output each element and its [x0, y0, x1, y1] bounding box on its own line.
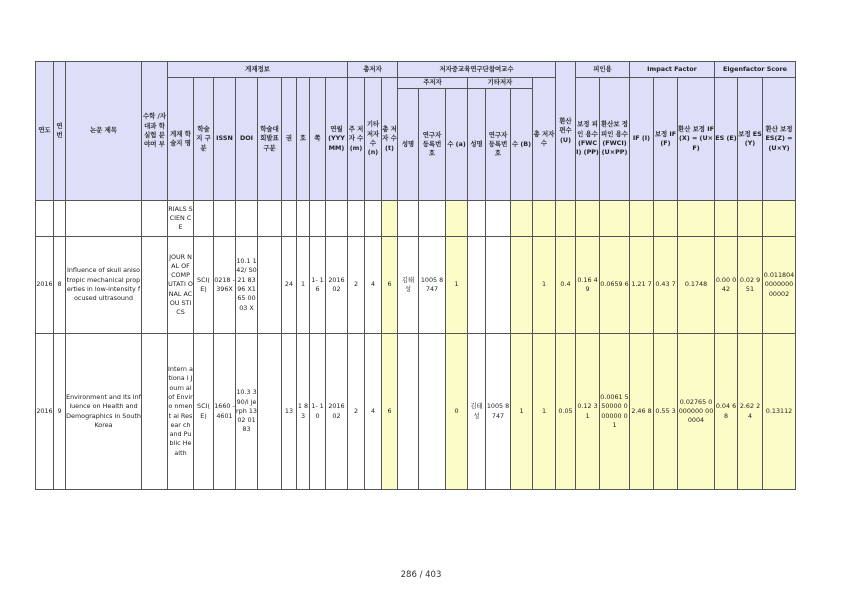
- other-name-cell: 김태 성: [468, 334, 486, 490]
- header-year: 연도: [36, 62, 54, 201]
- header-issn: ISSN: [214, 78, 236, 201]
- research-table: [35, 61, 796, 490]
- header-adj-if: 보정 IF (F): [654, 78, 678, 201]
- header-es: ES (E): [715, 78, 738, 201]
- header-main-authors: 주 저자 수 (m): [348, 78, 365, 201]
- header-date: 연월 (YYY MM): [326, 78, 348, 201]
- other-reg-cell: [486, 237, 511, 334]
- header-other-authors: 기타 저자 수 (n): [365, 78, 382, 201]
- issn-cell: 0218 - 396X: [214, 237, 236, 334]
- primary-name-cell: 김태 성: [398, 237, 419, 334]
- m-cell: 2: [348, 237, 365, 334]
- total-cell: 1: [533, 237, 556, 334]
- header-vol: 권: [282, 78, 297, 201]
- issn-cell: 1660 - 4601: [214, 334, 236, 490]
- header-if: IF (I): [630, 78, 654, 201]
- year-cell: 2016: [36, 237, 54, 334]
- title-cell: Environment and Its Influence on Health and Demographics in South Korea: [66, 334, 142, 490]
- doi-cell: 10.3 390/i jerph 1302 0183: [236, 334, 258, 490]
- z-cell: 0.13112: [763, 334, 796, 490]
- year-cell: 2016: [36, 334, 54, 490]
- upp-cell: 0.0061 550000 000000 01: [600, 334, 630, 490]
- header-seq: 연번: [54, 62, 66, 201]
- header-issue: 호: [297, 78, 310, 201]
- seq-cell: 9: [54, 334, 66, 490]
- n-cell: 4: [365, 334, 382, 490]
- other-count-cell: 1: [511, 334, 533, 490]
- header-conv-if: 환산 보정 IF(X) = (U×F): [678, 78, 715, 201]
- primary-reg-cell: [419, 334, 446, 490]
- header-name: 성명: [398, 89, 419, 201]
- es-cell: 0.00 042: [715, 237, 738, 334]
- header-pages: 쪽: [310, 78, 326, 201]
- pp-cell: 0.16 49: [576, 237, 600, 334]
- header-total-num: 총 저자 수: [533, 78, 556, 201]
- f-cell: 0.43 7: [654, 237, 678, 334]
- field-cell: [142, 237, 168, 334]
- m-cell: 2: [348, 334, 365, 490]
- table-row: [36, 201, 796, 237]
- header-doi: DOI: [236, 78, 258, 201]
- z-cell: 0.011804 0000000 00002: [763, 237, 796, 334]
- other-name-cell: [468, 237, 486, 334]
- header-journal-type: 학술대 회발표 구분: [258, 78, 282, 201]
- x-cell: 0.02765 0000000 000004: [678, 334, 715, 490]
- journal-cell: JOUR NAL OF COMP UTATI ONAL ACOU STICS: [168, 237, 194, 334]
- if-cell: 2.46 8: [630, 334, 654, 490]
- header-eigenfactor: Eigenfactor Score: [715, 62, 796, 78]
- header-conv-es: 환산 보정 ES(Z) =(U×Y): [763, 78, 796, 201]
- header-journal: 게재 학술지 명: [168, 78, 194, 201]
- header-total-authors: 총저자: [348, 62, 398, 78]
- journal-class-cell: SCI( E): [194, 237, 214, 334]
- primary-reg-cell: 1005 8747: [419, 237, 446, 334]
- other-reg-cell: 1005 8747: [486, 334, 511, 490]
- header-paper-title: 논문 제목: [66, 62, 142, 201]
- header-adj-es: 보정 ES (Y): [738, 78, 763, 201]
- header-other-group: 기타저자: [468, 78, 533, 89]
- total-cell: 1: [533, 334, 556, 490]
- u-cell: 0.05: [556, 334, 576, 490]
- es-cell: 0.04 68: [715, 334, 738, 490]
- pages-cell: 1- 16: [310, 237, 326, 334]
- u-cell: 0.4: [556, 237, 576, 334]
- t-cell: 6: [382, 334, 398, 490]
- header-citation: 피인용: [576, 62, 630, 78]
- header-impact-factor: Impact Factor: [630, 62, 715, 78]
- header-name-other: 성명: [468, 89, 486, 201]
- header-count-a: 수 (a): [446, 89, 468, 201]
- pages-cell: 1- 10: [310, 334, 326, 490]
- field-cell: [142, 334, 168, 490]
- issue-cell: 1 8 3: [297, 334, 310, 490]
- y-cell: 2.62 24: [738, 334, 763, 490]
- table-row: [36, 237, 796, 334]
- header-count-b: 수 (B): [511, 89, 533, 201]
- journal-type-cell: [258, 334, 282, 490]
- if-cell: 1.21 7: [630, 237, 654, 334]
- y-cell: 0.02 951: [738, 237, 763, 334]
- other-count-cell: [511, 237, 533, 334]
- primary-count-cell: 0: [446, 334, 468, 490]
- t-cell: 6: [382, 237, 398, 334]
- header-conv-count: 환산 편수 (U): [556, 62, 576, 201]
- header-total-count: 총 저자 수 (t): [382, 78, 398, 201]
- vol-cell: 24: [282, 237, 297, 334]
- header-journal-class: 학술 지 구 분: [194, 78, 214, 201]
- pp-cell: 0.12 31: [576, 334, 600, 490]
- header-pub-info: 게재정보: [168, 62, 348, 78]
- header-participating: 저자중교육연구단참여교수: [398, 62, 556, 78]
- primary-name-cell: [398, 334, 419, 490]
- header-field: 수학 /자대과 학실헙 분야여 부: [142, 62, 168, 201]
- x-cell: 0.1748: [678, 237, 715, 334]
- date-cell: 2016 02: [326, 237, 348, 334]
- journal-type-cell: [258, 237, 282, 334]
- f-cell: 0.55 3: [654, 334, 678, 490]
- doi-cell: 10.1 142/ S021 8396 X165 0003 X: [236, 237, 258, 334]
- primary-count-cell: 1: [446, 237, 468, 334]
- seq-cell: 8: [54, 237, 66, 334]
- n-cell: 4: [365, 237, 382, 334]
- upp-cell: 0.0659 6: [600, 237, 630, 334]
- issue-cell: 1: [297, 237, 310, 334]
- page-number: 286 / 403: [400, 570, 442, 580]
- header-reg-no: 연구자 등록번 호: [419, 89, 446, 201]
- vol-cell: 13: [282, 334, 297, 490]
- header-primary-group: 주저자: [398, 78, 468, 89]
- journal-class-cell: SCI( E): [194, 334, 214, 490]
- journal-cell: Intern ationa l Journ al of Enviro nment al Resear ch and Public Health: [168, 334, 194, 490]
- date-cell: 2016 02: [326, 334, 348, 490]
- header-fwci: 보정 피인 용수 (FWC I) (PP): [576, 78, 600, 201]
- title-cell: Influence of skull anisotropic mechanical properties in low-intensity focused ultrasound: [66, 237, 142, 334]
- table-row: [36, 334, 796, 490]
- header-reg-no-other: 연구자 등록번 호: [486, 89, 511, 201]
- journal-cell: RIALS SCIEN CE: [168, 201, 194, 237]
- header-conv-fwci: 환산보 정피인 용수 (FWCI) (U×PP): [600, 78, 630, 201]
